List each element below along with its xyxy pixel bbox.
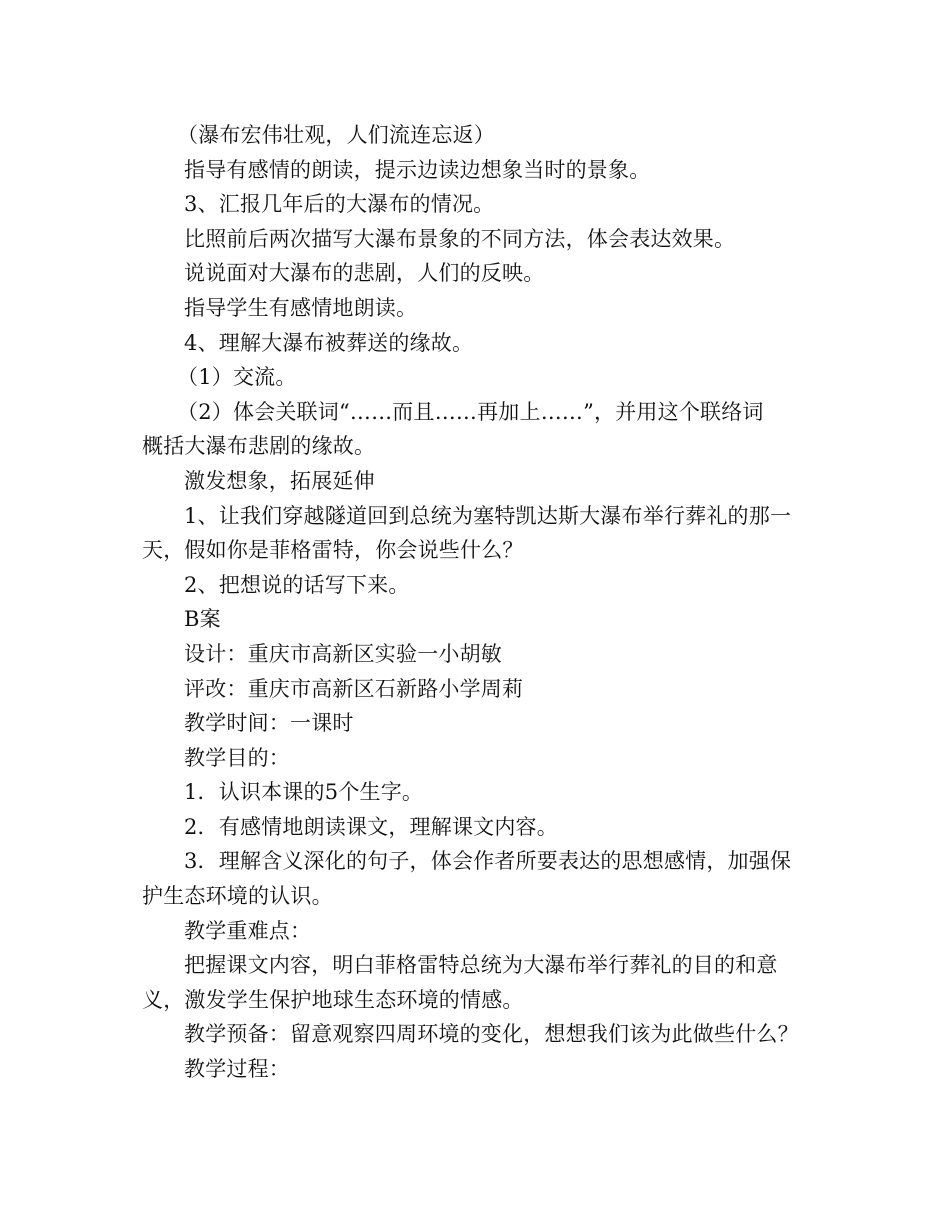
paragraph-continuation: 概括大瀑布悲剧的缘故。 (142, 434, 376, 459)
numbered-item: 2、把想说的话写下来。 (184, 572, 410, 597)
section-heading: 教学过程： (184, 1057, 290, 1082)
numbered-item: 3．理解含义深化的句子，体会作者所要表达的思想感情，加强保 (184, 849, 792, 874)
numbered-item: 4、理解大瀑布被葬送的缘故。 (184, 330, 474, 355)
paragraph-line: 说说面对大瀑布的悲剧，人们的反映。 (184, 261, 545, 286)
numbered-item: 1．认识本课的5个生字。 (184, 780, 424, 805)
teaching-time: 教学时间：一课时 (184, 711, 354, 736)
section-heading: 教学重难点： (184, 918, 312, 943)
section-heading: B案 (184, 607, 221, 632)
section-heading: 激发想象，拓展延伸 (184, 468, 375, 493)
paragraph-line: 把握课文内容，明白菲格雷特总统为大瀑布举行葬礼的目的和意 (184, 953, 778, 978)
document-body (142, 118, 814, 1087)
paragraph-line: （瀑布宏伟壮观，人们流连忘返） (177, 123, 495, 147)
paragraph-continuation: 天，假如你是菲格雷特，你会说些什么？ (142, 538, 524, 563)
designer-line: 设计：重庆市高新区实验一小胡敏 (184, 641, 502, 666)
sub-item: （2）体会关联词“……而且……再加上……”，并用这个联络词 (177, 399, 764, 424)
teaching-preparation: 教学预备：留意观察四周环境的变化，想想我们该为此做些什么？ (184, 1022, 799, 1047)
sub-item: （1）交流。 (177, 365, 297, 390)
numbered-item: 1、让我们穿越隧道回到总统为塞特凯达斯大瀑布举行葬礼的那一 (184, 503, 792, 528)
paragraph-line: 指导学生有感情地朗读。 (184, 295, 418, 320)
numbered-item: 2．有感情地朗读课文，理解课文内容。 (184, 814, 558, 839)
paragraph-continuation: 护生态环境的认识。 (142, 884, 333, 909)
section-heading: 教学目的： (184, 745, 290, 770)
numbered-item: 3、汇报几年后的大瀑布的情况。 (184, 192, 495, 217)
paragraph-line: 比照前后两次描写大瀑布景象的不同方法，体会表达效果。 (184, 226, 736, 251)
paragraph-line: 指导有感情的朗读，提示边读边想象当时的景象。 (184, 157, 651, 182)
reviewer-line: 评改：重庆市高新区石新路小学周莉 (184, 676, 524, 701)
paragraph-continuation: 义，激发学生保护地球生态环境的情感。 (142, 987, 524, 1012)
